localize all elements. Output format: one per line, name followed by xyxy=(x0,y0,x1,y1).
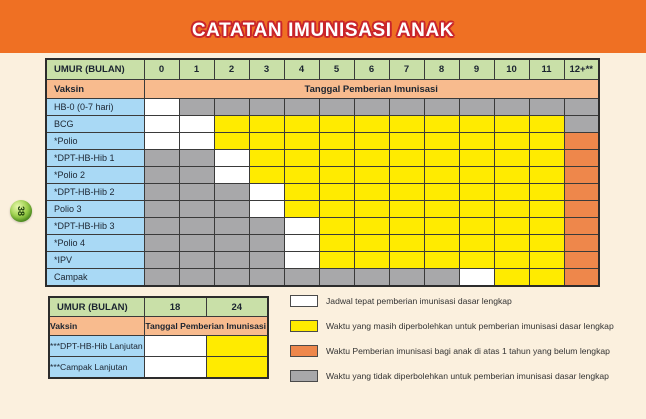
schedule-cell-4-yellow xyxy=(284,150,319,167)
schedule-cell-5-yellow xyxy=(319,133,354,150)
schedule-cell-3-yellow xyxy=(249,167,284,184)
schedule-cell-2-yellow xyxy=(214,133,249,150)
schedule-cell-24-yellow xyxy=(206,336,268,357)
schedule-cell-2-gray xyxy=(214,99,249,116)
legend-item xyxy=(290,320,614,332)
schedule-cell-11-yellow xyxy=(529,218,564,235)
vaccine-label: *Polio xyxy=(46,133,144,150)
schedule-cell-6-gray xyxy=(354,269,389,287)
schedule-cell-0-gray xyxy=(144,269,179,287)
schedule-cell-12+**-orange xyxy=(564,218,599,235)
schedule-cell-3-white xyxy=(249,184,284,201)
schedule-cell-8-yellow xyxy=(424,133,459,150)
booster-vaccine-header-row xyxy=(49,317,268,336)
legend-label: Waktu yang tidak diperbolehkan untuk pemberian imunisasi dasar lengkap xyxy=(326,371,609,381)
legend-item xyxy=(290,370,614,382)
vaccine-row xyxy=(46,150,599,167)
booster-body xyxy=(49,336,268,379)
schedule-cell-5-yellow xyxy=(319,201,354,218)
schedule-cell-12+**-orange xyxy=(564,201,599,218)
schedule-cell-12+**-orange xyxy=(564,150,599,167)
age-header-label: UMUR (BULAN) xyxy=(46,59,144,80)
month-header-1: 1 xyxy=(179,59,214,80)
schedule-cell-3-yellow xyxy=(249,116,284,133)
schedule-cell-5-yellow xyxy=(319,167,354,184)
schedule-cell-10-gray xyxy=(494,99,529,116)
schedule-cell-12+**-orange xyxy=(564,167,599,184)
schedule-cell-4-white xyxy=(284,235,319,252)
schedule-cell-5-yellow xyxy=(319,218,354,235)
schedule-cell-6-yellow xyxy=(354,252,389,269)
vaccine-header-row xyxy=(46,80,599,99)
page-number-badge xyxy=(10,200,32,222)
schedule-cell-9-yellow xyxy=(459,116,494,133)
schedule-cell-10-yellow xyxy=(494,133,529,150)
schedule-cell-2-white xyxy=(214,150,249,167)
schedule-cell-9-yellow xyxy=(459,184,494,201)
schedule-cell-0-white xyxy=(144,116,179,133)
vaccine-label: *IPV xyxy=(46,252,144,269)
schedule-cell-3-gray xyxy=(249,252,284,269)
schedule-cell-24-yellow xyxy=(206,357,268,379)
schedule-cell-9-gray xyxy=(459,99,494,116)
schedule-cell-9-yellow xyxy=(459,235,494,252)
schedule-cell-10-yellow xyxy=(494,116,529,133)
schedule-cell-1-gray xyxy=(179,269,214,287)
schedule-cell-1-gray xyxy=(179,167,214,184)
schedule-cell-5-yellow xyxy=(319,184,354,201)
schedule-cell-11-yellow xyxy=(529,269,564,287)
schedule-cell-7-yellow xyxy=(389,218,424,235)
schedule-cell-3-white xyxy=(249,201,284,218)
schedule-cell-2-yellow xyxy=(214,116,249,133)
schedule-cell-18-white xyxy=(144,336,206,357)
schedule-cell-1-gray xyxy=(179,201,214,218)
month-header-10: 10 xyxy=(494,59,529,80)
schedule-cell-6-yellow xyxy=(354,201,389,218)
schedule-cell-5-yellow xyxy=(319,235,354,252)
legend-swatch-yellow xyxy=(290,320,318,332)
legend-label: Waktu Pemberian imunisasi bagi anak di atas 1 tahun yang belum lengkap xyxy=(326,346,610,356)
schedule-cell-5-yellow xyxy=(319,116,354,133)
schedule-cell-4-yellow xyxy=(284,116,319,133)
vaccine-label: *Polio 2 xyxy=(46,167,144,184)
month-header-6: 6 xyxy=(354,59,389,80)
vaccine-label: ***Campak Lanjutan xyxy=(49,357,144,379)
schedule-cell-3-yellow xyxy=(249,133,284,150)
vaccine-row xyxy=(46,184,599,201)
month-header-18: 18 xyxy=(144,297,206,317)
schedule-cell-8-yellow xyxy=(424,252,459,269)
schedule-cell-9-yellow xyxy=(459,218,494,235)
schedule-cell-12+**-orange xyxy=(564,235,599,252)
month-header-11: 11 xyxy=(529,59,564,80)
vaccine-label: Polio 3 xyxy=(46,201,144,218)
vaccine-row xyxy=(46,116,599,133)
schedule-cell-8-yellow xyxy=(424,235,459,252)
vaccine-row xyxy=(49,336,268,357)
schedule-cell-7-gray xyxy=(389,99,424,116)
schedule-cell-3-gray xyxy=(249,218,284,235)
schedule-cell-4-yellow xyxy=(284,167,319,184)
schedule-cell-6-yellow xyxy=(354,167,389,184)
schedule-cell-10-yellow xyxy=(494,201,529,218)
schedule-cell-2-gray xyxy=(214,235,249,252)
schedule-cell-11-yellow xyxy=(529,133,564,150)
schedule-cell-8-yellow xyxy=(424,116,459,133)
schedule-cell-0-gray xyxy=(144,252,179,269)
schedule-cell-12+**-orange xyxy=(564,133,599,150)
schedule-cell-2-gray xyxy=(214,218,249,235)
schedule-cell-3-gray xyxy=(249,99,284,116)
schedule-cell-11-yellow xyxy=(529,150,564,167)
schedule-cell-7-yellow xyxy=(389,167,424,184)
schedule-cell-6-yellow xyxy=(354,218,389,235)
schedule-cell-7-yellow xyxy=(389,150,424,167)
schedule-cell-10-yellow xyxy=(494,252,529,269)
month-header-3: 3 xyxy=(249,59,284,80)
schedule-cell-7-gray xyxy=(389,269,424,287)
vaccine-label: HB-0 (0-7 hari) xyxy=(46,99,144,116)
schedule-cell-7-yellow xyxy=(389,133,424,150)
month-header-9: 9 xyxy=(459,59,494,80)
schedule-cell-18-white xyxy=(144,357,206,379)
schedule-cell-1-white xyxy=(179,133,214,150)
booster-age-header-label: UMUR (BULAN) xyxy=(49,297,144,317)
schedule-cell-1-white xyxy=(179,116,214,133)
schedule-cell-6-gray xyxy=(354,99,389,116)
schedule-cell-8-gray xyxy=(424,269,459,287)
schedule-cell-11-yellow xyxy=(529,184,564,201)
legend-item xyxy=(290,345,614,357)
schedule-cell-12+**-gray xyxy=(564,99,599,116)
schedule-cell-10-yellow xyxy=(494,235,529,252)
schedule-cell-8-yellow xyxy=(424,167,459,184)
schedule-cell-5-gray xyxy=(319,269,354,287)
schedule-cell-0-white xyxy=(144,99,179,116)
legend-swatch-orange xyxy=(290,345,318,357)
month-header-8: 8 xyxy=(424,59,459,80)
schedule-cell-4-gray xyxy=(284,99,319,116)
schedule-cell-12+**-gray xyxy=(564,116,599,133)
vaccine-row xyxy=(46,269,599,287)
schedule-cell-10-yellow xyxy=(494,150,529,167)
legend-swatch-gray xyxy=(290,370,318,382)
schedule-cell-12+**-orange xyxy=(564,252,599,269)
schedule-cell-3-yellow xyxy=(249,150,284,167)
schedule-cell-2-gray xyxy=(214,269,249,287)
schedule-cell-6-yellow xyxy=(354,116,389,133)
schedule-cell-10-yellow xyxy=(494,218,529,235)
schedule-cell-3-gray xyxy=(249,235,284,252)
vaccine-label: *DPT-HB-Hib 1 xyxy=(46,150,144,167)
schedule-cell-7-yellow xyxy=(389,184,424,201)
vaccine-label: *DPT-HB-Hib 2 xyxy=(46,184,144,201)
schedule-cell-12+**-orange xyxy=(564,269,599,287)
schedule-cell-4-gray xyxy=(284,269,319,287)
schedule-cell-11-yellow xyxy=(529,201,564,218)
schedule-cell-0-gray xyxy=(144,150,179,167)
schedule-cell-7-yellow xyxy=(389,252,424,269)
month-header-24: 24 xyxy=(206,297,268,317)
booster-schedule-table xyxy=(48,296,269,379)
schedule-cell-0-gray xyxy=(144,184,179,201)
schedule-cell-6-yellow xyxy=(354,184,389,201)
schedule-cell-9-yellow xyxy=(459,201,494,218)
page-number: 38 xyxy=(15,205,26,217)
schedule-cell-0-gray xyxy=(144,201,179,218)
vaccine-row xyxy=(49,357,268,379)
vaccine-row xyxy=(46,99,599,116)
vaccine-label: *DPT-HB-Hib 3 xyxy=(46,218,144,235)
schedule-cell-0-gray xyxy=(144,218,179,235)
schedule-cell-11-yellow xyxy=(529,252,564,269)
booster-date-header-label: Tanggal Pemberian Imunisasi xyxy=(144,317,268,336)
schedule-cell-10-yellow xyxy=(494,269,529,287)
schedule-cell-9-yellow xyxy=(459,150,494,167)
month-header-4: 4 xyxy=(284,59,319,80)
vaccine-label: BCG xyxy=(46,116,144,133)
schedule-cell-6-yellow xyxy=(354,133,389,150)
schedule-cell-11-yellow xyxy=(529,116,564,133)
schedule-cell-11-gray xyxy=(529,99,564,116)
month-header-0: 0 xyxy=(144,59,179,80)
schedule-cell-4-white xyxy=(284,218,319,235)
vaccine-row xyxy=(46,133,599,150)
schedule-cell-9-yellow xyxy=(459,167,494,184)
vaccine-row xyxy=(46,201,599,218)
schedule-cell-9-yellow xyxy=(459,252,494,269)
legend-item xyxy=(290,295,614,307)
schedule-cell-6-yellow xyxy=(354,235,389,252)
schedule-cell-5-gray xyxy=(319,99,354,116)
immunization-schedule-table xyxy=(45,58,600,287)
schedule-cell-4-yellow xyxy=(284,201,319,218)
schedule-cell-7-yellow xyxy=(389,201,424,218)
vaccine-row xyxy=(46,167,599,184)
page-title: CATATAN IMUNISASI ANAK xyxy=(191,19,455,41)
schedule-cell-1-gray xyxy=(179,235,214,252)
month-header-2: 2 xyxy=(214,59,249,80)
schedule-cell-5-yellow xyxy=(319,150,354,167)
schedule-cell-12+**-orange xyxy=(564,184,599,201)
schedule-cell-9-white xyxy=(459,269,494,287)
schedule-cell-1-gray xyxy=(179,252,214,269)
schedule-cell-11-yellow xyxy=(529,235,564,252)
schedule-cell-0-gray xyxy=(144,235,179,252)
schedule-cell-1-gray xyxy=(179,218,214,235)
schedule-cell-2-gray xyxy=(214,252,249,269)
vaccine-header-label: Vaksin xyxy=(46,80,144,99)
schedule-cell-2-gray xyxy=(214,184,249,201)
month-header-12+**: 12+** xyxy=(564,59,599,80)
legend xyxy=(290,295,614,395)
vaccine-label: Campak xyxy=(46,269,144,287)
vaccine-row xyxy=(46,218,599,235)
schedule-cell-7-yellow xyxy=(389,116,424,133)
schedule-cell-5-yellow xyxy=(319,252,354,269)
schedule-cell-8-gray xyxy=(424,99,459,116)
schedule-body xyxy=(46,99,599,287)
schedule-cell-6-yellow xyxy=(354,150,389,167)
schedule-cell-1-gray xyxy=(179,150,214,167)
legend-swatch-white xyxy=(290,295,318,307)
schedule-cell-8-yellow xyxy=(424,150,459,167)
schedule-cell-1-gray xyxy=(179,184,214,201)
month-header-5: 5 xyxy=(319,59,354,80)
schedule-cell-0-white xyxy=(144,133,179,150)
month-header-7: 7 xyxy=(389,59,424,80)
schedule-cell-10-yellow xyxy=(494,184,529,201)
vaccine-row xyxy=(46,235,599,252)
schedule-cell-9-yellow xyxy=(459,133,494,150)
booster-age-header-row xyxy=(49,297,268,317)
vaccine-label: *Polio 4 xyxy=(46,235,144,252)
schedule-cell-8-yellow xyxy=(424,218,459,235)
schedule-cell-4-yellow xyxy=(284,184,319,201)
schedule-cell-11-yellow xyxy=(529,167,564,184)
schedule-cell-4-white xyxy=(284,252,319,269)
date-header-label: Tanggal Pemberian Imunisasi xyxy=(144,80,599,99)
schedule-cell-3-gray xyxy=(249,269,284,287)
schedule-cell-8-yellow xyxy=(424,184,459,201)
legend-label: Waktu yang masih diperbolehkan untuk pemberian imunisasi dasar lengkap xyxy=(326,321,614,331)
schedule-cell-8-yellow xyxy=(424,201,459,218)
schedule-cell-2-gray xyxy=(214,201,249,218)
booster-vaccine-header-label: Vaksin xyxy=(49,317,144,336)
schedule-cell-4-yellow xyxy=(284,133,319,150)
schedule-cell-10-yellow xyxy=(494,167,529,184)
vaccine-label: ***DPT-HB-Hib Lanjutan xyxy=(49,336,144,357)
title-banner xyxy=(0,0,646,53)
legend-label: Jadwal tepat pemberian imunisasi dasar lengkap xyxy=(326,296,512,306)
schedule-cell-7-yellow xyxy=(389,235,424,252)
schedule-cell-1-gray xyxy=(179,99,214,116)
schedule-cell-2-white xyxy=(214,167,249,184)
schedule-cell-0-gray xyxy=(144,167,179,184)
vaccine-row xyxy=(46,252,599,269)
age-header-row xyxy=(46,59,599,80)
